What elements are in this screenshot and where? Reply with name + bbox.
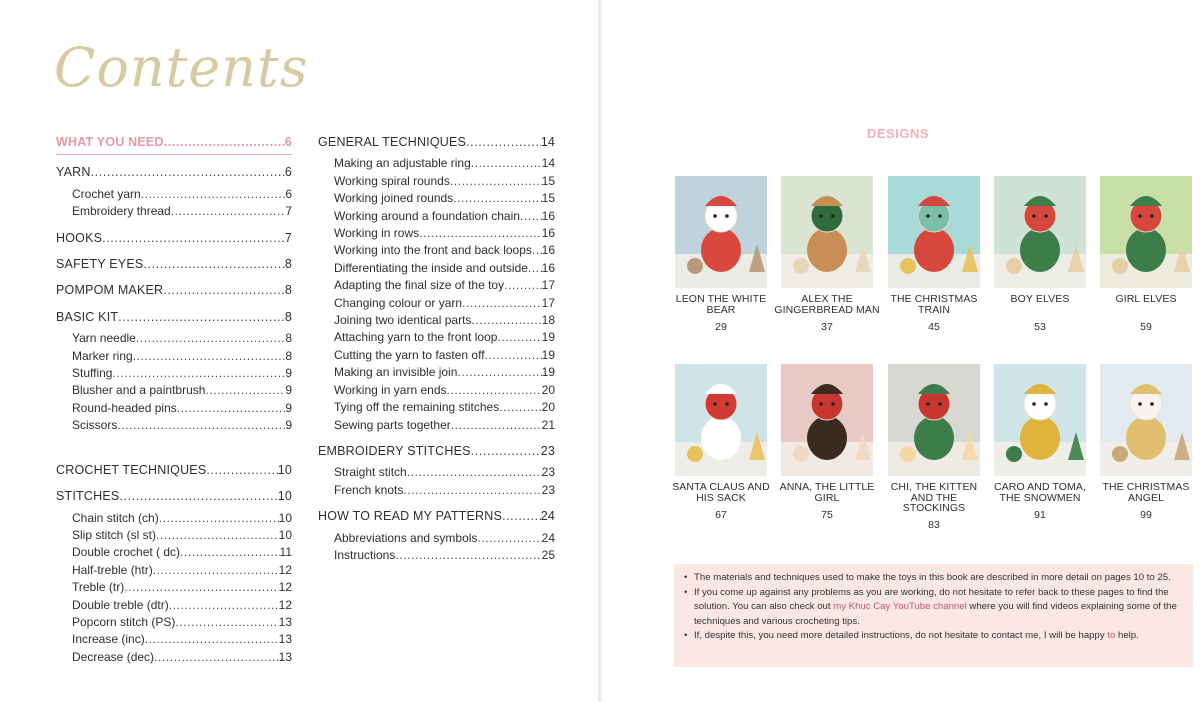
toc-entry-label: CROCHET TECHNIQUES — [56, 462, 207, 477]
youtube-channel-link[interactable]: my Khuc Cay YouTube channel — [833, 601, 967, 613]
toc-entry-label: Increase (inc) — [72, 632, 145, 647]
toc-column-1 — [56, 134, 292, 666]
toc-page-number: 15 — [541, 173, 555, 188]
toc-page-number: 16 — [541, 243, 555, 258]
train-toy-photo — [888, 176, 980, 288]
toc-section-entry[interactable] — [56, 282, 292, 299]
toc-entry-label: French knots — [334, 482, 404, 497]
toc-entry-label: Stuffing — [72, 366, 113, 381]
toc-section-entry[interactable] — [56, 488, 292, 505]
design-card[interactable] — [987, 364, 1093, 521]
toc-page-number: 16 — [541, 260, 555, 275]
toc-subentry[interactable] — [56, 649, 292, 666]
toc-subentry[interactable] — [56, 203, 292, 220]
toc-leader-dots — [205, 382, 285, 399]
design-name: THE CHRISTMAS ANGEL — [1102, 481, 1190, 504]
design-card[interactable] — [668, 176, 774, 333]
design-card[interactable] — [1093, 176, 1199, 333]
toc-entry-label: Making an adjustable ring — [334, 156, 471, 171]
toc-leader-dots — [169, 597, 279, 614]
toc-page-number: 21 — [541, 417, 555, 432]
toc-leader-dots — [171, 203, 286, 220]
toc-subentry[interactable] — [56, 597, 292, 614]
santa-toy-photo — [675, 364, 767, 476]
toc-leader-dots — [457, 364, 541, 381]
toc-page-number: 8 — [285, 348, 292, 363]
toc-entry-label: Tying off the remaining stitches — [334, 400, 500, 415]
toc-entry-label: Double crochet ( dc) — [72, 545, 181, 560]
toc-page-number: 19 — [541, 365, 555, 380]
angel-toy-photo — [1100, 364, 1192, 476]
toc-page-number: 24 — [541, 530, 555, 545]
toc-page-number: 9 — [285, 366, 292, 381]
design-name: GIRL ELVES — [1115, 293, 1177, 305]
toc-entry-label: STITCHES — [56, 489, 120, 504]
toc-entry-label: Decrease (dec) — [72, 649, 155, 664]
toc-entry-label: Joining two identical parts — [334, 313, 472, 328]
toc-subentry[interactable] — [318, 364, 555, 381]
toc-leader-dots — [143, 256, 284, 273]
toc-subentry[interactable] — [318, 382, 555, 399]
design-page-number: 29 — [715, 321, 727, 333]
toc-subentry[interactable] — [56, 330, 292, 347]
design-page-number: 37 — [821, 321, 833, 333]
toc-entry-label: Double treble (dtr) — [72, 597, 169, 612]
toc-page-number: 9 — [285, 400, 292, 415]
toc-entry-label: Adapting the final size of the toy — [334, 278, 505, 293]
toc-entry-label: Crochet yarn — [72, 186, 141, 201]
design-page-number: 91 — [1034, 509, 1046, 521]
design-page-number: 99 — [1140, 509, 1152, 521]
toc-subentry[interactable] — [318, 464, 555, 481]
toc-page-number: 13 — [278, 614, 292, 629]
toc-leader-dots — [133, 348, 286, 365]
toc-entry-label: Embroidery thread — [72, 204, 171, 219]
toc-section-entry[interactable] — [318, 508, 555, 525]
toc-page-number: 9 — [285, 418, 292, 433]
snowmen-photo — [994, 364, 1086, 476]
toc-leader-dots — [112, 365, 285, 382]
toc-leader-dots — [117, 417, 285, 434]
toc-page-number: 17 — [541, 278, 555, 293]
toc-leader-dots — [497, 329, 541, 346]
toc-leader-dots — [532, 242, 542, 259]
toc-section-entry[interactable] — [318, 443, 555, 460]
toc-subentry[interactable] — [318, 312, 555, 329]
toc-leader-dots — [447, 382, 542, 399]
toc-leader-dots — [451, 417, 542, 434]
left-page — [0, 0, 598, 702]
toc-leader-dots — [471, 443, 541, 460]
toc-leader-dots — [407, 464, 542, 481]
toc-page-number: 25 — [541, 547, 555, 562]
kitten-stockings-photo — [888, 364, 980, 476]
toc-page-number: 23 — [540, 443, 555, 458]
toc-section-entry[interactable] — [56, 462, 292, 479]
toc-entry-label: Working in rows — [334, 226, 420, 241]
toc-entry-label: Working spiral rounds — [334, 173, 450, 188]
boy-elves-photo — [994, 176, 1086, 288]
toc-page-number: 13 — [278, 632, 292, 647]
toc-entry-label: Instructions — [334, 547, 396, 562]
design-page-number: 75 — [821, 509, 833, 521]
toc-page-number: 7 — [284, 230, 292, 245]
gingerbread-toy-photo — [781, 176, 873, 288]
girl-elves-photo — [1100, 176, 1192, 288]
toc-page-number: 14 — [540, 135, 555, 149]
toc-entry-label: Cutting the yarn to fasten off — [334, 347, 485, 362]
toc-entry-label: Slip stitch (sl st) — [72, 527, 157, 542]
toc-entry-label: Working into the front and back loops — [334, 243, 532, 258]
toc-page-number: 12 — [278, 597, 292, 612]
toc-page-number: 9 — [285, 383, 292, 398]
toc-leader-dots — [141, 186, 286, 203]
toc-entry-label: HOOKS — [56, 230, 103, 245]
toc-page-number: 6 — [284, 165, 292, 180]
toc-page-number: 19 — [541, 330, 555, 345]
toc-subentry[interactable] — [56, 614, 292, 631]
toc-entry-label: Working around a foundation chain — [334, 208, 520, 223]
toc-column-2 — [318, 134, 555, 564]
toc-subentry[interactable] — [56, 527, 292, 544]
toc-leader-dots — [159, 510, 279, 527]
right-page — [602, 0, 1200, 702]
toc-page-number: 8 — [284, 309, 292, 324]
design-card[interactable] — [668, 364, 774, 521]
toc-page-number: 6 — [285, 186, 292, 201]
note-item: • The materials and techniques used to make the toys in this book are described in more detail on pages 10 to 25. — [684, 571, 1183, 586]
toc-entry-label: BASIC KIT — [56, 309, 119, 324]
design-page-number: 83 — [928, 519, 940, 531]
toc-page-number: 16 — [541, 208, 555, 223]
design-page-number: 53 — [1034, 321, 1046, 333]
toc-entry-label: Making an invisible join — [334, 365, 458, 380]
highlight-rule — [56, 154, 292, 155]
toc-leader-dots — [164, 134, 285, 151]
toc-page-number: 23 — [541, 482, 555, 497]
design-card[interactable] — [774, 176, 880, 333]
toc-entry-label: GENERAL TECHNIQUES — [318, 135, 467, 149]
toc-entry-label: POMPOM MAKER — [56, 283, 164, 298]
toc-leader-dots — [118, 309, 285, 326]
toc-section-entry[interactable] — [56, 309, 292, 326]
toc-entry-label: Scissors — [72, 418, 118, 433]
toc-page-number: 6 — [284, 135, 292, 149]
toc-section-entry[interactable] — [56, 230, 292, 247]
toc-leader-dots — [450, 173, 542, 190]
toc-leader-dots — [163, 282, 285, 299]
toc-entry-label: Popcorn stitch (PS) — [72, 614, 176, 629]
design-page-number: 67 — [715, 509, 727, 521]
contact-link[interactable]: to — [1107, 630, 1116, 642]
toc-leader-dots — [499, 399, 541, 416]
toc-subentry[interactable] — [56, 365, 292, 382]
toc-subentry[interactable] — [318, 417, 555, 434]
toc-page-number: 20 — [541, 400, 555, 415]
toc-page-number: 17 — [541, 295, 555, 310]
toc-subentry[interactable] — [56, 186, 292, 203]
design-name: ALEX THE GINGERBREAD MAN — [774, 293, 880, 316]
toc-leader-dots — [153, 562, 279, 579]
toc-subentry[interactable] — [318, 277, 555, 294]
toc-leader-dots — [520, 208, 542, 225]
toc-leader-dots — [453, 190, 541, 207]
design-name: BOY ELVES — [1010, 293, 1070, 305]
toc-entry-label: Round-headed pins — [72, 400, 177, 415]
toc-leader-dots — [206, 462, 277, 479]
bear-toy-photo — [675, 176, 767, 288]
toc-entry-label: Chain stitch (ch) — [72, 510, 159, 525]
toc-leader-dots — [471, 312, 541, 329]
design-card[interactable] — [987, 176, 1093, 333]
toc-leader-dots — [419, 225, 542, 242]
toc-leader-dots — [145, 631, 279, 648]
toc-subentry[interactable] — [318, 482, 555, 499]
toc-entry-label: Half-treble (htr) — [72, 562, 153, 577]
toc-entry-label: Marker ring — [72, 348, 133, 363]
toc-subentry[interactable] — [56, 562, 292, 579]
toc-leader-dots — [154, 649, 279, 666]
toc-subentry[interactable] — [318, 242, 555, 259]
toc-page-number: 16 — [541, 226, 555, 241]
toc-subentry[interactable] — [56, 510, 292, 527]
toc-page-number: 23 — [541, 465, 555, 480]
toc-leader-dots — [485, 347, 542, 364]
toc-page-number: 13 — [278, 649, 292, 664]
toc-entry-label: Working joined rounds — [334, 191, 454, 206]
toc-subentry[interactable] — [56, 400, 292, 417]
toc-leader-dots — [102, 230, 285, 247]
toc-page-number: 19 — [541, 347, 555, 362]
toc-entry-label: Differentiating the inside and outside — [334, 260, 528, 275]
toc-subentry[interactable] — [318, 155, 555, 172]
toc-entry-label: SAFETY EYES — [56, 257, 144, 272]
toc-section-entry[interactable] — [56, 134, 292, 151]
toc-entry-label: YARN — [56, 165, 91, 180]
toc-page-number: 10 — [277, 462, 292, 477]
toc-page-number: 7 — [285, 204, 292, 219]
design-card[interactable] — [774, 364, 880, 521]
toc-subentry[interactable] — [318, 547, 555, 564]
toc-entry-label: Blusher and a paintbrush — [72, 383, 206, 398]
design-name: CHI, THE KITTEN AND THE STOCKINGS — [890, 481, 978, 514]
toc-subentry[interactable] — [318, 329, 555, 346]
toc-page-number: 8 — [284, 283, 292, 298]
toc-subentry[interactable] — [318, 530, 555, 547]
toc-leader-dots — [462, 295, 542, 312]
toc-page-number: 20 — [541, 382, 555, 397]
toc-entry-label: HOW TO READ MY PATTERNS — [318, 509, 503, 524]
toc-subentry[interactable] — [56, 382, 292, 399]
toc-subentry[interactable] — [56, 417, 292, 434]
toc-page-number: 14 — [541, 156, 555, 171]
toc-leader-dots — [466, 134, 541, 151]
toc-subentry[interactable] — [56, 631, 292, 648]
toc-entry-label: Treble (tr) — [72, 580, 125, 595]
toc-subentry[interactable] — [56, 579, 292, 596]
toc-page-number: 18 — [541, 313, 555, 328]
design-card[interactable] — [881, 364, 987, 531]
toc-leader-dots — [504, 277, 542, 294]
design-name: THE CHRISTMAS TRAIN — [890, 293, 978, 316]
toc-subentry[interactable] — [318, 190, 555, 207]
toc-entry-label: EMBROIDERY STITCHES — [318, 443, 471, 458]
toc-subentry[interactable] — [318, 173, 555, 190]
notes-box — [674, 564, 1193, 667]
toc-subentry[interactable] — [318, 399, 555, 416]
toc-leader-dots — [502, 508, 541, 525]
toc-subentry[interactable] — [318, 347, 555, 364]
toc-section-entry[interactable] — [318, 134, 555, 151]
design-page-number: 59 — [1140, 321, 1152, 333]
note-item: • If, despite this, you need more detailed instructions, do not hesitate to contact me, I will be happy to help. — [684, 629, 1183, 644]
toc-leader-dots — [471, 155, 542, 172]
design-name: ANNA, THE LITTLE GIRL — [779, 481, 875, 504]
toc-leader-dots — [395, 547, 541, 564]
design-card[interactable] — [881, 176, 987, 333]
toc-subentry[interactable] — [56, 348, 292, 365]
page-title: Contents — [54, 36, 309, 99]
design-name: LEON THE WHITE BEAR — [675, 293, 767, 316]
toc-leader-dots — [403, 482, 541, 499]
toc-leader-dots — [177, 400, 286, 417]
designs-heading: DESIGNS — [866, 126, 930, 141]
toc-leader-dots — [156, 527, 279, 544]
toc-entry-label: Working in yarn ends — [334, 382, 447, 397]
design-name: SANTA CLAUS AND HIS SACK — [672, 481, 770, 504]
toc-entry-label: Changing colour or yarn — [334, 295, 463, 310]
toc-section-entry[interactable] — [56, 256, 292, 273]
toc-subentry[interactable] — [318, 295, 555, 312]
toc-leader-dots — [175, 614, 278, 631]
toc-leader-dots — [136, 330, 285, 347]
toc-page-number: 10 — [278, 510, 292, 525]
toc-leader-dots — [124, 579, 278, 596]
toc-page-number: 12 — [278, 562, 292, 577]
design-card[interactable] — [1093, 364, 1199, 521]
toc-page-number: 12 — [278, 580, 292, 595]
girl-doll-photo — [781, 364, 873, 476]
toc-subentry[interactable] — [56, 544, 292, 561]
design-page-number: 45 — [928, 321, 940, 333]
toc-entry-label: Abbreviations and symbols — [334, 530, 478, 545]
toc-leader-dots — [180, 544, 279, 561]
toc-subentry[interactable] — [318, 260, 555, 277]
design-name: CARO AND TOMA, THE SNOWMEN — [993, 481, 1087, 504]
toc-leader-dots — [91, 164, 285, 181]
toc-leader-dots — [477, 530, 541, 547]
toc-entry-label: Yarn needle — [72, 331, 136, 346]
toc-page-number: 10 — [277, 489, 292, 504]
note-item: • If you come up against any problems as you are working, do not hesitate to refer back to these pages to find the solution. You can also check out my Khuc Cay YouTube channel where you will find videos explaining some of the techniques and various crocheting tips. — [684, 586, 1183, 630]
toc-entry-label: Attaching yarn to the front loop — [334, 330, 498, 345]
toc-page-number: 11 — [279, 545, 292, 560]
toc-subentry[interactable] — [318, 208, 555, 225]
toc-entry-label: Sewing parts together — [334, 417, 451, 432]
toc-entry-label: WHAT YOU NEED — [56, 135, 164, 149]
toc-subentry[interactable] — [318, 225, 555, 242]
toc-section-entry[interactable] — [56, 164, 292, 181]
toc-page-number: 8 — [285, 331, 292, 346]
toc-spacer — [56, 435, 292, 453]
toc-page-number: 15 — [541, 191, 555, 206]
toc-page-number: 24 — [540, 509, 555, 524]
toc-leader-dots — [119, 488, 277, 505]
toc-leader-dots — [528, 260, 542, 277]
toc-entry-label: Straight stitch — [334, 465, 407, 480]
toc-page-number: 10 — [278, 527, 292, 542]
toc-page-number: 8 — [284, 257, 292, 272]
